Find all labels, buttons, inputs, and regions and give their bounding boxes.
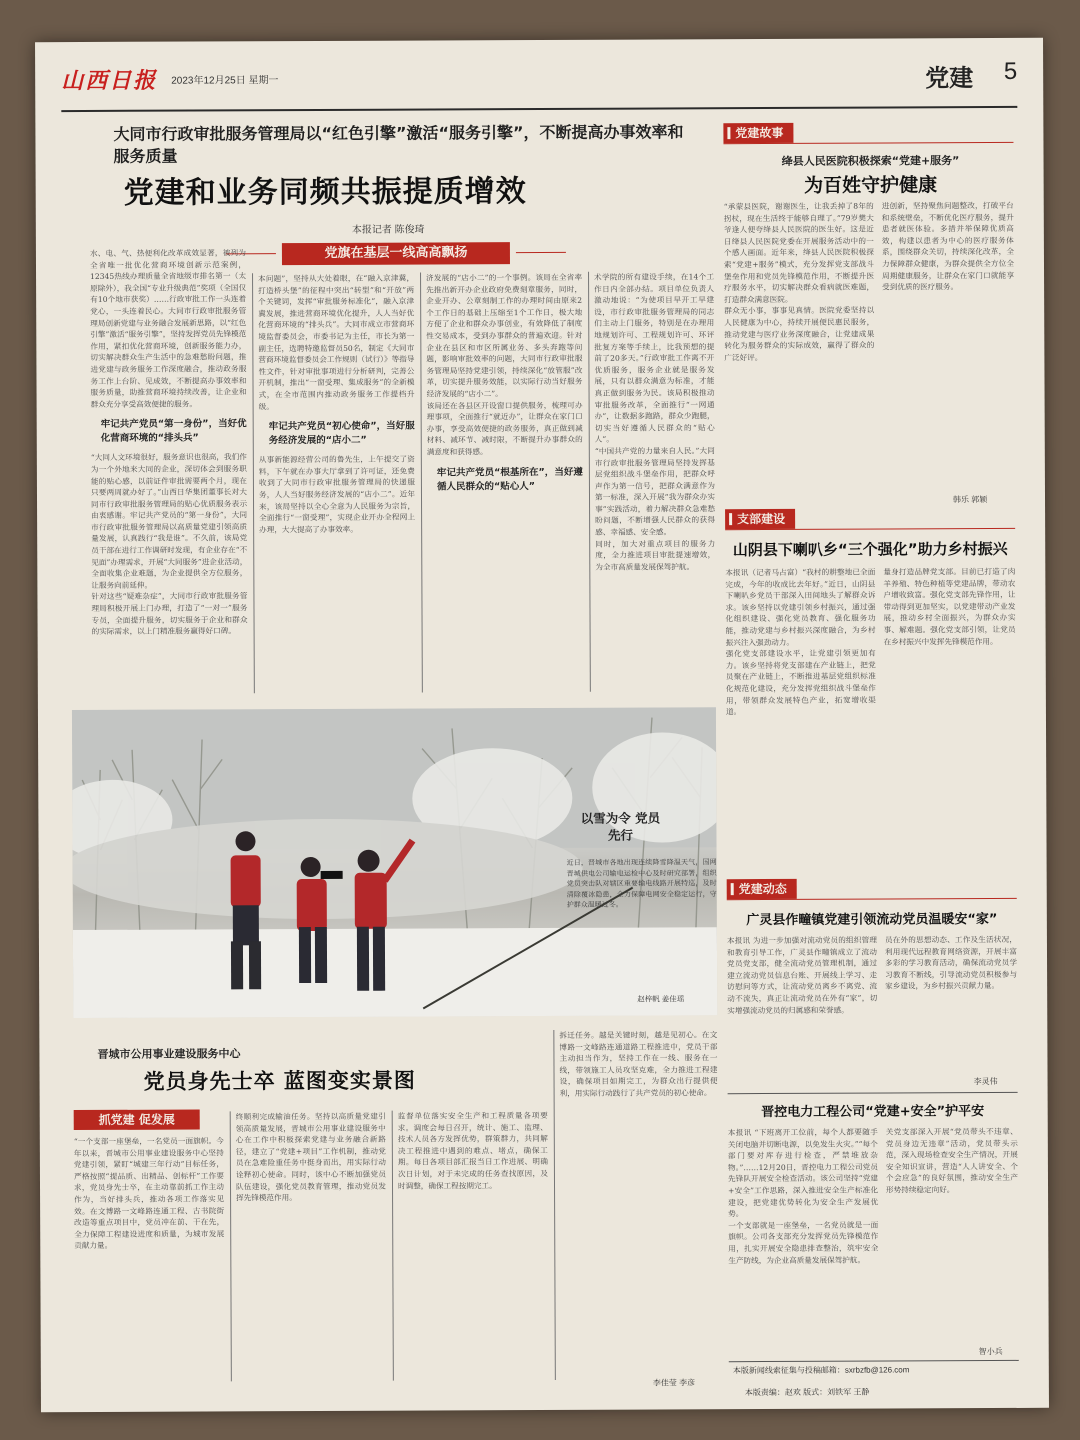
story1-paragraph: 进创新，坚持聚焦问题整改，打破平台和系统壁垒，不断优化医疗服务，提升患者就医体验。多措并举保障优质高效，构建以患者为中心的医疗服务体系，围绕群众关切，持续深化改革，全力保障群众健康，为群众提供全方位全周期健康服务，让群众在家门口就能享受到优质的医疗服务。 [881, 200, 1015, 292]
lead-column-4 [594, 271, 716, 696]
lead-paragraph: 本问题”，坚持从大处着眼，在“融入京津冀，打造桥头堡”的征程中突出“转型”和“开放”两个关键词，发挥“审批服务标准化”，融入京津冀发展，推进营商环境优化提升，人人当好优化营商环境的“排头兵”。大同市成立市营商环境监督委员会，市委书记为主任，市长为第一副主任，选聘特邀监督员50名，制定《大同市营商环境监督委员会工作规则（试行）》等指导性文件，针对审批事项进行分析研判，完善公开机制，推出“一窗受理、集成服务”的全新模式，在全市范围内推动政务服务工作提档升级。 [258, 273, 415, 411]
section-name: 党建 [925, 64, 974, 93]
story3-title: 广灵县作疃镇党建引领流动党员温暖安“家” [746, 912, 998, 929]
story2-paragraph: 量身打造品牌党支部。目前已打造了肉羊养殖、特色种植等党建品牌，带动农户增收致富。强化党支部先锋作用，让带动得到更加坚实，以党建带动产业发展，推动乡村全面振兴，为群众办实事、解难题。强化党支部引领，让党员在乡村振兴中发挥先锋模范作用。 [883, 566, 1016, 647]
column-divider [392, 1111, 394, 1381]
page-number: 5 [1003, 57, 1018, 85]
bottom-headline: 党员身先士卒 蓝图变实景图 [143, 1068, 416, 1094]
story3-author: 李灵伟 [973, 1077, 998, 1087]
lead-subheading-3: 牢记共产党员“根基所在”，当好遵循人民群众的“贴心人” [436, 466, 583, 492]
story1-title: 为百姓守护健康 [804, 174, 938, 197]
lead-byline: 本报记者 陈俊琦 [351, 224, 425, 236]
photo-caption: 近日，晋城市各地出现连续降雪降温天气，国网晋城供电公司输电运检中心及时研究部署，组织党员突击队对辖区重要输电线路开展特巡，及时清除覆冰隐患，全力保障电网安全稳定运行，守护群众温暖过冬。 [566, 858, 717, 910]
bottom-paragraph: 拆迁任务。越是关键时刻，越是见初心。在文博路一文峰路连通道路工程推进中，党员干部主动担当作为，坚持工作在一线、服务在一线，带领施工人员攻坚克难，全力推进工程建设，确保项目如期完工，为群众出行提供便利，用实际行动践行了共产党员的初心使命。 [559, 1030, 718, 1098]
column-divider [588, 272, 591, 692]
story2-column-1 [725, 567, 876, 870]
story3-paragraph: 本报讯 为进一步加强对流动党员的组织管理和教育引导工作，广灵县作疃镇成立了流动党员党支部，健全流动党员管理机制，通过建立流动党员信息台账、开展线上学习、走访慰问等方式，让流动党员离乡不离党、流动不流失，真正让流动党员在外有“家”，切实增强流动党员的归属感和荣誉感。 [726, 935, 878, 1015]
story2-column-2 [883, 566, 1016, 869]
story1-column-2 [882, 200, 1015, 495]
story4-title: 晋控电力工程公司“党建+安全”护平安 [761, 1104, 985, 1121]
story4-paragraph: 本报讯 “下班离开工位前，每个人都要随手关闭电脑并切断电源，以免发生火灾。”“每个部门要对库存进行检查，严禁堆放杂物。”……12月20日，晋控电力工程公司党员先锋队开展安全检查活动。该公司坚持“党建+安全”工作思路，深入推进安全生产标准化建设，把党建优势转化为安全生产发展优势。 [727, 1127, 879, 1219]
story4-column-1 [728, 1127, 879, 1358]
lead-paragraph: “中国共产党的力量来自人民。”大同市行政审批服务管理局坚持发挥基层党组织战斗堡垒作用，把群众呼声作为第一信号，把群众满意作为第一标准，深入开展“我为群众办实事”实践活动，着力解决群众急难愁盼问题，不断增强人民群众的获得感、幸福感、安全感。 [594, 446, 716, 537]
story4-author: 智小兵 [978, 1346, 1003, 1357]
newspaper-logo: 山西日报 [61, 67, 158, 95]
footer-editors: 本版责编：赵欢 版式：刘铁军 王静 [744, 1387, 870, 1398]
story-tag-party-news: 党建动态 [727, 879, 797, 899]
column-divider [420, 273, 423, 693]
tag-rule [723, 142, 1013, 144]
story-tag-branch-building: 支部建设 [725, 509, 795, 529]
lead-headline: 党建和业务同频共振提质增效 [123, 174, 527, 211]
lead-paragraph: 针对这些“疑难杂症”，大同市行政审批服务管理局积极开展上门办理，打造了“一对一”服务专员，全面提升服务，切实服务于企业和群众的实际需求，以上门精准服务赢得好口碑。 [91, 591, 248, 637]
bottom-paragraph: 终顺利完成输油任务。坚持以高质量党建引领高质量发展，晋城市公用事业建设服务中心在工作中积极探索党建与业务融合新路径，建立了“党建+项目”工作机制，推动党员在急难险重任务中挺身而出，用实际行动诠释初心使命。同时，该中心不断加强党员队伍建设，强化党员教育管理，推动党员发挥先锋模范作用。 [235, 1111, 387, 1203]
tag-rule [725, 528, 1015, 530]
bottom-column-4 [559, 1029, 718, 1370]
lead-subheading-2: 牢记共产党员“初心使命”，当好服务经济发展的“店小二” [268, 420, 415, 447]
lead-paragraph: 从事新能源经营公司的鲁先生，上午提交了资料，下午就在办事大厅拿到了许可证，还免费收到了大同市行政审批服务管理局的快递服务，人人当好服务经济发展的“店小二”。近年来，该局坚持以全心全意为人民服务为宗旨，全面推行“一窗受理”，实现企业开办全程网上办理，大大提高了办事效率。 [258, 454, 416, 534]
column-divider [252, 273, 255, 693]
story-divider [728, 1092, 1018, 1094]
column-divider [230, 1111, 232, 1381]
story3-column-1 [727, 935, 878, 1086]
lead-column-2 [258, 273, 416, 698]
bottom-paragraph: “一个支部一座堡垒，一名党员一面旗帜。今年以来，晋城市公用事业建设服务中心坚持党建引领，紧盯“城建三年行动”目标任务，严格按照“提品质、出精品、创标杆”工作要求，党员身先士卒，在主动靠前抓工作主动作为，当好排头兵，推动各项工作落实见效。在文博路一文峰路连通工程、古书院街改造等重点项目中，党员冲在前、干在先，全力保障工程建设进度和质量，为城市发展贡献力量。 [73, 1136, 225, 1251]
story2-title: 山阴县下喇叭乡“三个强化”助力乡村振兴 [732, 539, 1008, 560]
story1-column-1 [724, 201, 875, 502]
story2-paragraph: 强化党支部建设水平，让党建引领更加有力。该乡坚持将党支部建在产业链上，把党员聚在产业链上，不断推进基层党组织标准化规范化建设，充分发挥党组织战斗堡垒作用，带领群众发展特色产业，拓宽增收渠道。 [725, 648, 876, 717]
story3-paragraph: 员在外的思想动态、工作及生活状况，利用现代远程教育网络资源，开展丰富多彩的学习教育活动，确保流动党员学习教育不断线，引导流动党员积极参与家乡建设，为乡村振兴贡献力量。 [884, 934, 1018, 991]
bottom-paragraph: 监督单位落实安全生产和工程质量各项要求。调度会每日召开，统计、施工、监理、技术人员各方发挥优势，群策群力，共同解决工程推进中遇到的难点、堵点，确保工期。每日各项目部汇报当日工作进展、明确次日计划，对于未完成的任务查找原因，及时调整，确保工程按期完工。 [397, 1110, 548, 1191]
footer-tip-email: 本版新闻线索征集与投稿邮箱：sxrbzfb@126.com [732, 1365, 910, 1376]
story4-paragraph: 关党支部深入开展“党员带头不违章、党员身边无违章”活动，党员带头示范，深入现场检查安全生产情况，开展安全知识宣讲，营造“人人讲安全、个个会应急”的良好氛围，推动安全生产形势持续稳定向好。 [885, 1126, 1018, 1195]
lead-column-1 [90, 247, 248, 698]
bottom-column-3 [398, 1110, 549, 1381]
newspaper-page [35, 38, 1049, 1412]
story1-paragraph: 群众无小事，事事见真情。医院党委坚持以人民健康为中心，持续开展便民惠民服务，推动党建与医疗业务深度融合，让党建成果转化为服务群众的实际成效，赢得了群众的广泛好评。 [724, 305, 875, 362]
lead-section-banner: 党旗在基层一线高高飘扬 [282, 242, 510, 265]
photo-credit: 赵梓帆 姜佳瑶 [637, 994, 685, 1004]
lead-subheading-1: 牢记共产党员“第一身份”，当好优化营商环境的“排头兵” [100, 418, 247, 445]
footer-divider [729, 1360, 1019, 1362]
story4-paragraph: 一个支部就是一座堡垒，一名党员就是一面旗帜。公司各支部充分发挥党员先锋模范作用，扎实开展安全隐患排查整治，筑牢安全生产防线，为企业高质量发展保驾护航。 [728, 1220, 879, 1265]
lead-subtitle: 大同市行政审批服务管理局以“红色引擎”激活“服务引擎”，不断提高办事效率和服务质量 [113, 122, 684, 166]
lead-paragraph: 同时，加大对重点项目的服务力度，全力推进项目审批提速增效，为全市高质量发展保驾护航。 [595, 538, 716, 572]
story2-paragraph: 本报讯（记者马占富）“我村的耕整地已全面完成，今年的收成比去年好。”近日，山阴县下喇叭乡党员干部深入田间地头了解群众诉求。该乡坚持以党建引领乡村振兴，通过强化组织建设、强化党员教育、强化服务功能，推动党建与乡村振兴深度融合，为乡村振兴注入强劲动力。 [725, 567, 876, 647]
story1-author: 韩乐 郭颖 [953, 495, 988, 505]
bottom-column-1 [74, 1135, 225, 1376]
lead-paragraph: 术学院的所有建设手续，在14个工作日内全部办结。项目单位负责人激动地说：“为使项目早开工早建设，市行政审批服务管理局的同志们主动上门服务，特别是在办理用地规划许可、工程规划许可、环评批复方案等手续上，比我预想的提前了20多天。”行政审批工作离不开优质服务，服务企业就是服务发展，只有以群众满意为标准，才能真正做到服务为民。该局积极推动审批服务改革，全面推行“一网通办”，让数据多跑路，群众少跑腿，切实当好遵循人民群众的“贴心人”。 [594, 272, 715, 445]
issue-date: 2023年12月25日 星期一 [171, 75, 279, 87]
story4-column-2 [886, 1126, 1019, 1347]
lead-column-3 [426, 272, 584, 697]
tag-rule [727, 898, 1017, 900]
story3-column-2 [885, 934, 1018, 1075]
lead-paragraph: 济发展的“店小二”的一个事例。该局在全省率先推出新开办企业政府免费刻章服务，同时，企业开办、公章刻制工作的办理时间由原来2个工作日的基础上压缩至1个工作日，极大地方便了企业和群众办事创业，有效降低了制度性交易成本，受到办事群众的普遍欢迎。针对企业在县区和市区所属业务、多头奔跑等问题，影响审批效率的问题，大同市行政审批服务管理局坚持党建引领，持续深化“放管服”改革，切实提升服务效能，以实际行动当好服务经济发展的“店小二”。 [426, 272, 583, 399]
bottom-authors: 李佳莹 李彦 [652, 1378, 696, 1388]
bottom-section-banner: 抓党建 促发展 [74, 1109, 200, 1130]
lead-paragraph: 水、电、气、热便利化改革成效显著，被列为全省唯一批优化营商环境创新示范案例，12345热线办理质量全省地级市排名第一（太原除外），我全国“专业升级典范”奖项（全国仅有10个地市获奖）……行政审批工作一头连着党心，一头连着民心。大同市行政审批服务管理局创新党建与业务融合发展新思路，以“红色引擎”激活“服务引擎”，坚持发挥党员先锋模范作用，紧扣优化营商环境，创新服务能力办，切实解决群众生产生活中的急难愁盼问题，推进党建与政务服务工作深度融合，推动政务服务工作上台阶、见成效，不断提高办事效率和服务质量，助推营商环境持续改善，让企业和群众充分享受高效便捷的服务。 [89, 248, 247, 409]
bottom-kicker: 晋城市公用事业建设服务中心 [97, 1047, 241, 1061]
column-divider [553, 1030, 556, 1380]
bottom-column-2 [236, 1111, 387, 1382]
masthead [61, 56, 1017, 112]
photo-title: 以雪为令 党员先行 [580, 810, 661, 843]
story-tag-party-story: 党建故事 [723, 123, 793, 143]
story1-paragraph: “承蒙县医院，谢谢医生，让我丢掉了8年的拐杖，现在生活终于能够自理了。”79岁樊大爷逢人便夸绛县人民医院的医生好。这是近日绛县人民医院党委在开展服务活动中的一个感人画面。近年来，绛县人民医院积极探索“党建+服务”模式，充分发挥党支部战斗堡垒作用和党员先锋模范作用，不断提升医疗服务水平，切实解决群众看病就医难题，打造群众满意医院。 [723, 201, 875, 304]
lead-paragraph: 该局还在各县区开设窗口提供服务，梳理可办理事项，全面推行“就近办”，让群众在家门口办事，享受高效便捷的政务服务，真正做到减材料、减环节、减时限，不断提升办事群众的满意度和获得感。 [426, 400, 583, 457]
story1-kicker: 绛县人民医院积极探索“党建+服务” [781, 154, 960, 168]
lead-paragraph: “大同人文环境很好，服务意识也很高，我们作为一个外地来大同的企业，深切体会到服务职能的贴心感，以前证件审批需要两个月，现在只要两周就办好了。”山西日华集团董事长对大同市行政审批服务管理局的贴心优质服务表示由衷感谢。牢记共产党员的“第一身份”，大同市行政审批服务管理局以高质量党建引领高质量发展，认真践行“我是谁”。不久前，该局党员干部在进行工作调研时发现，有企业存在“不见面”办理需求，开展“大同服务”进企业活动，全面收集企业难题，为企业提供全方位服务，让服务向前延伸。 [90, 452, 248, 590]
